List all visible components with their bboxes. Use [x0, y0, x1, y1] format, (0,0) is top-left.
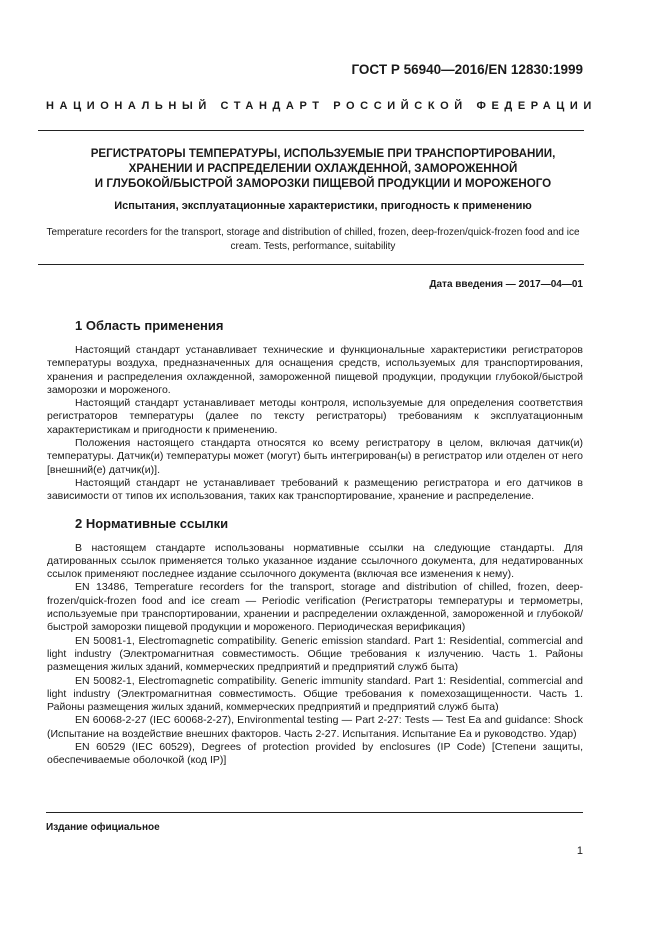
document-code: ГОСТ Р 56940—2016/EN 12830:1999: [351, 62, 583, 77]
paragraph: Настоящий стандарт устанавливает технические и функциональные характеристики регистраторов температуры воздуха, предназначенных для оснащения средств, используемых для транспортирования, хранения и распределения охлажденной, замороженной пищевой продукции, продукции глубокой/быстрой заморозки и мороженого.: [47, 344, 583, 396]
national-standard-banner: НАЦИОНАЛЬНЫЙ СТАНДАРТ РОССИЙСКОЙ ФЕДЕРАЦИИ: [46, 100, 597, 112]
document-body: [47, 317, 583, 768]
title-line: РЕГИСТРАТОРЫ ТЕМПЕРАТУРЫ, ИСПОЛЬЗУЕМЫЕ ПРИ ТРАНСПОРТИРОВАНИИ,: [90, 147, 556, 160]
paragraph: Настоящий стандарт не устанавливает требований к размещению регистратора и его датчиков в зависимости от типов их использования, таких как транспортирование, хранение и распределение.: [47, 476, 583, 503]
paragraph: В настоящем стандарте использованы нормативные ссылки на следующие стандарты. Для датированных ссылок применяется только указанное издание ссылочного документа, для недатированных ссылок применяют последнее издание ссылочного документа (включая все изменения к нему).: [47, 541, 583, 581]
footer-rule: [46, 812, 583, 813]
header-rule: [38, 130, 584, 131]
section-scope: [47, 317, 583, 504]
paragraph: Положения настоящего стандарта относятся ко всему регистратору в целом, включая датчик(и) температуры. Датчик(и) температуры может (могут) быть интегрирован(ы) в регистратор или отделен от него [внешний(е) датчик(и)].: [47, 437, 583, 476]
introduction-date: Дата введения — 2017—04—01: [429, 279, 583, 290]
official-edition-label: Издание официальное: [46, 822, 160, 833]
paragraph: Настоящий стандарт устанавливает методы контроля, используемые для определения соответствия регистраторов температуры (далее по тексту регистраторы) требованиям к эксплуатационным характеристикам и пригодности к применению.: [47, 397, 583, 436]
section-normative-references: [47, 515, 583, 768]
title-russian: [60, 146, 586, 191]
reference-item: EN 60068-2-27 (IEC 60068-2-27), Environmental testing — Part 2-27: Tests — Test Ea and guidance: Shock (Испытание на воздействие внешних факторов. Часть 2-27. Испытания. Испытание Ea и руководство. Удар): [47, 714, 583, 740]
title-line: И ГЛУБОКОЙ/БЫСТРОЙ ЗАМОРОЗКИ ПИЩЕВОЙ ПРОДУКЦИИ И МОРОЖЕНОГО: [94, 177, 552, 190]
page-number: 1: [576, 845, 583, 857]
reference-item: EN 50082-1, Electromagnetic compatibility. Generic immunity standard. Part 1: Residential, commercial and light industry (Электромагнитная совместимость. Общие требования к помехозащищенности. Часть 1. Районы размещения жилых зданий, коммерческих предприятий и предприятий служб быта): [47, 674, 583, 714]
reference-item: EN 50081-1, Electromagnetic compatibility. Generic emission standard. Part 1: Residential, commercial and light industry (Электромагнитная совместимость. Общие требования к излучению. Часть 1. Районы размещения жилых зданий, коммерческих предприятий и предприятий служб быта): [47, 634, 583, 674]
reference-item: EN 13486, Temperature recorders for the transport, storage and distribution of chilled, frozen, deep-frozen/quick-frozen food and ice cream — Periodic verification (Регистраторы температуры и термометры, используемые при транспортировании, хранении и распределении охлажденной, замороженной и глубокой/быстрой заморозки пищевой продукции и мороженого. Периодическая верификация): [47, 581, 583, 634]
title-english: Temperature recorders for the transport, storage and distribution of chilled, frozen, deep-frozen/quick-frozen food and ice cream. Tests, performance, suitability: [46, 227, 580, 252]
title-rule: [38, 264, 584, 265]
section-heading: 1 Область применения: [75, 318, 224, 333]
section-heading: 2 Нормативные ссылки: [75, 515, 229, 531]
title-line: ХРАНЕНИИ И РАСПРЕДЕЛЕНИИ ОХЛАЖДЕННОЙ, ЗАМОРОЖЕННОЙ: [128, 162, 518, 175]
subtitle-russian: Испытания, эксплуатационные характеристики, пригодность к применению: [114, 200, 532, 212]
reference-item: EN 60529 (IEC 60529), Degrees of protection provided by enclosures (IP Code) [Степени защиты, обеспечиваемые оболочкой (код IP)]: [47, 741, 583, 767]
